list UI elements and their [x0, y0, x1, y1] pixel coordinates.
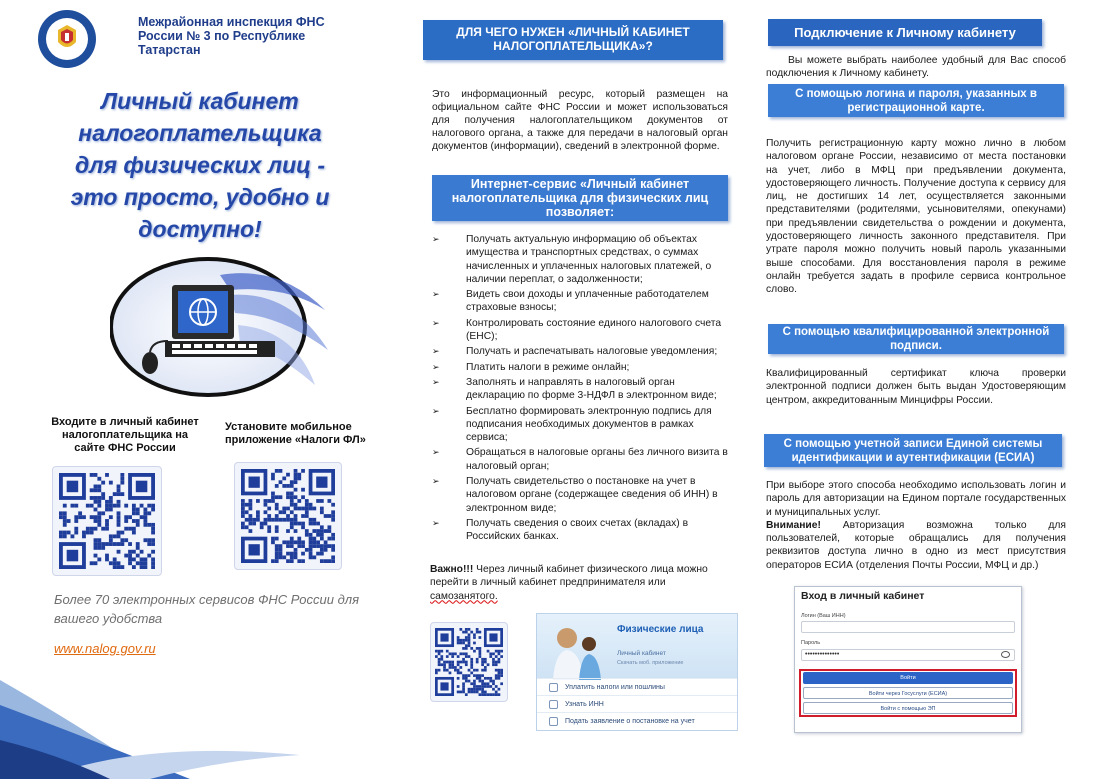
right-panel — [754, 0, 1098, 779]
caption-cabinet: Входите в личный кабинет налогоплательщика на сайте ФНС России — [51, 416, 199, 454]
method-esia-text — [766, 479, 1066, 572]
app-menu-item[interactable]: Узнать ИНН — [537, 695, 737, 712]
features-list — [432, 233, 732, 546]
right-header: Подключение к Личному кабинету — [768, 19, 1042, 46]
feature-item: ➢ Получать свидетельство о постановке на учет в налоговом органе (содержащее сведения об ИНН) в электронном виде; — [432, 476, 718, 514]
app-screen-title: Физические лица — [617, 624, 704, 635]
bullet-arrow-icon: ➢ — [432, 376, 440, 387]
login-screenshot — [794, 586, 1022, 733]
app-screen-small: Скачать моб. приложение — [617, 660, 684, 666]
middle-subheader: Интернет-сервис «Личный кабинет налогоплательщика для физических лиц позволяет: — [432, 175, 728, 221]
esia-text: При выборе этого способа необходимо использовать логин и пароль для авторизации на Едином портале государственных и муниципальных услуг. — [766, 480, 1066, 518]
method-signature-header: С помощью квалифицированной электронной подписи. — [768, 324, 1064, 354]
bullet-arrow-icon: ➢ — [432, 317, 440, 328]
feature-item: ➢ Получать актуальную информацию об объектах имущества и транспортных средствах, о суммах начисленных и уплаченных налоговых платежей, о наличии переплат, о задолженности; — [432, 234, 712, 285]
bullet-arrow-icon: ➢ — [432, 361, 440, 372]
feature-item: ➢ Получать и распечатывать налоговые уведомления; — [432, 346, 718, 358]
left-panel — [0, 0, 366, 779]
attention-text: Авторизация возможна только для пользователей, которые обращались для получения реквизитов доступа лично в одно из мест присутствия операторов ЕСИА (отделения Почты России, МФЦ и др.) — [766, 519, 1066, 571]
qr-code-cabinet[interactable] — [52, 466, 162, 576]
bullet-arrow-icon: ➢ — [432, 346, 440, 357]
login-label: Логин (Ваш ИНН) — [801, 613, 846, 619]
org-name: Межрайонная инспекция ФНС России № 3 по Республике Татарстан — [138, 15, 325, 57]
method-login-password-header: С помощью логина и пароля, указанных в регистрационной карте. — [768, 84, 1064, 117]
password-field[interactable]: •••••••••••••• — [801, 649, 1015, 661]
login-title: Вход в личный кабинет — [801, 590, 925, 602]
login-button[interactable]: Войти — [803, 672, 1013, 684]
app-screen-subtitle: Личный кабинет — [617, 650, 666, 657]
important-label: Важно!!! — [430, 564, 474, 575]
cabinet-screenshot — [536, 613, 738, 731]
bullet-arrow-icon: ➢ — [432, 234, 440, 244]
bullet-arrow-icon: ➢ — [432, 517, 440, 528]
eye-icon[interactable] — [1001, 651, 1010, 658]
app-menu-item[interactable]: Уплатить налоги или пошлины — [537, 678, 737, 695]
bullet-arrow-icon: ➢ — [432, 447, 440, 458]
feature-item: ➢ Получать сведения о своих счетах (вкладах) в Российских банках. — [432, 517, 689, 543]
payment-icon — [549, 683, 558, 692]
feature-item: ➢ Контролировать состояние единого налогового счета (ЕНС); — [432, 317, 722, 343]
feature-item: ➢ Обращаться в налоговые органы без личного визита в налоговый орган; — [432, 447, 728, 472]
attention-label: Внимание! — [766, 519, 821, 531]
fns-emblem-icon — [36, 8, 98, 70]
method-signature-text: Квалифицированный сертификат ключа проверки электронной подписи должен быть выдан Удостоверяющим центром, аккредитованным Минцифры России. — [766, 368, 1066, 406]
more-services-text: Более 70 электронных сервисов ФНС России для вашего удобства — [54, 592, 360, 626]
app-menu-item[interactable]: Подать заявление о постановке на учет — [537, 712, 737, 729]
person-photo-icon — [545, 620, 607, 680]
login-field[interactable] — [801, 621, 1015, 633]
right-intro-text: Вы можете выбрать наиболее удобный для Вас способ подключения к Личному кабинету. — [766, 55, 1066, 80]
qr-code-mobile-app[interactable] — [234, 462, 342, 570]
document-icon — [549, 717, 558, 726]
middle-header: ДЛЯ ЧЕГО НУЖЕН «ЛИЧНЫЙ КАБИНЕТ НАЛОГОПЛАТЕЛЬЩИКА»? — [423, 20, 723, 60]
feature-item: ➢ Видеть свои доходы и уплаченные работодателем страховые взносы; — [432, 289, 709, 314]
hero-title: Личный кабинет налогоплательщика для физических лиц - это просто, удобно и доступно! — [70, 88, 330, 242]
important-tail: самозанятого. — [430, 590, 498, 602]
decorative-waves-icon — [0, 660, 366, 779]
feature-item: ➢ Бесплатно формировать электронную подпись для подписания необходимых документов в рамках сервиса; — [432, 405, 712, 444]
password-label: Пароль — [801, 640, 821, 646]
method-login-password-text: Получить регистрационную карту можно лично в любом налоговом органе России, независимо от места постановки на учет, либо в МФЦ при предъявлении документа, удостоверяющего личность. Получение доступа к сервису для лиц, не достигших 14 лет, осуществляется законными представителями (родителями, усыновителями, опекунами) при предъявлении свидетельства о рождении и документа, удостоверяющего личность законного представителя. При утрате пароля можно получить новый пароль указанными выше способами. Для восстановления пароля в режиме онлайн требуется задать в профиле сервиса контрольное слово. — [766, 138, 1066, 296]
feature-item: ➢ Платить налоги в режиме онлайн; — [432, 361, 630, 373]
esia-login-button[interactable]: Войти через Госуслуги (ЕСИА) — [803, 687, 1013, 699]
bullet-arrow-icon: ➢ — [432, 405, 440, 416]
computer-illustration-icon — [110, 255, 330, 405]
bullet-arrow-icon: ➢ — [432, 476, 440, 487]
middle-panel — [366, 0, 754, 779]
bullet-arrow-icon: ➢ — [432, 289, 440, 300]
app-screen-menu — [537, 678, 737, 729]
caption-mobile-app: Установите мобильное приложение «Налоги ФЛ» — [225, 421, 366, 446]
ep-login-button[interactable]: Войти с помощью ЭП — [803, 702, 1013, 714]
middle-intro-text: Это информационный ресурс, который размещен на официальном сайте ФНС России и может использоваться для получения налогоплательщиком документов от налогового органа, а также для передачи в налоговый орган документов (информации), сведений в электронной форме. — [432, 89, 728, 152]
important-text: Через личный кабинет физического лица можно перейти в личный кабинет предпринимателя или — [430, 564, 708, 589]
id-card-icon — [549, 700, 558, 709]
qr-code-small[interactable] — [430, 622, 508, 702]
website-link[interactable]: www.nalog.gov.ru — [54, 641, 156, 656]
feature-item: ➢ Заполнять и направлять в налоговый орган декларацию по форме 3-НДФЛ в электронном виде; — [432, 376, 717, 402]
important-note — [430, 563, 730, 603]
method-esia-header: С помощью учетной записи Единой системы идентификации и аутентификации (ЕСИА) — [764, 434, 1062, 467]
